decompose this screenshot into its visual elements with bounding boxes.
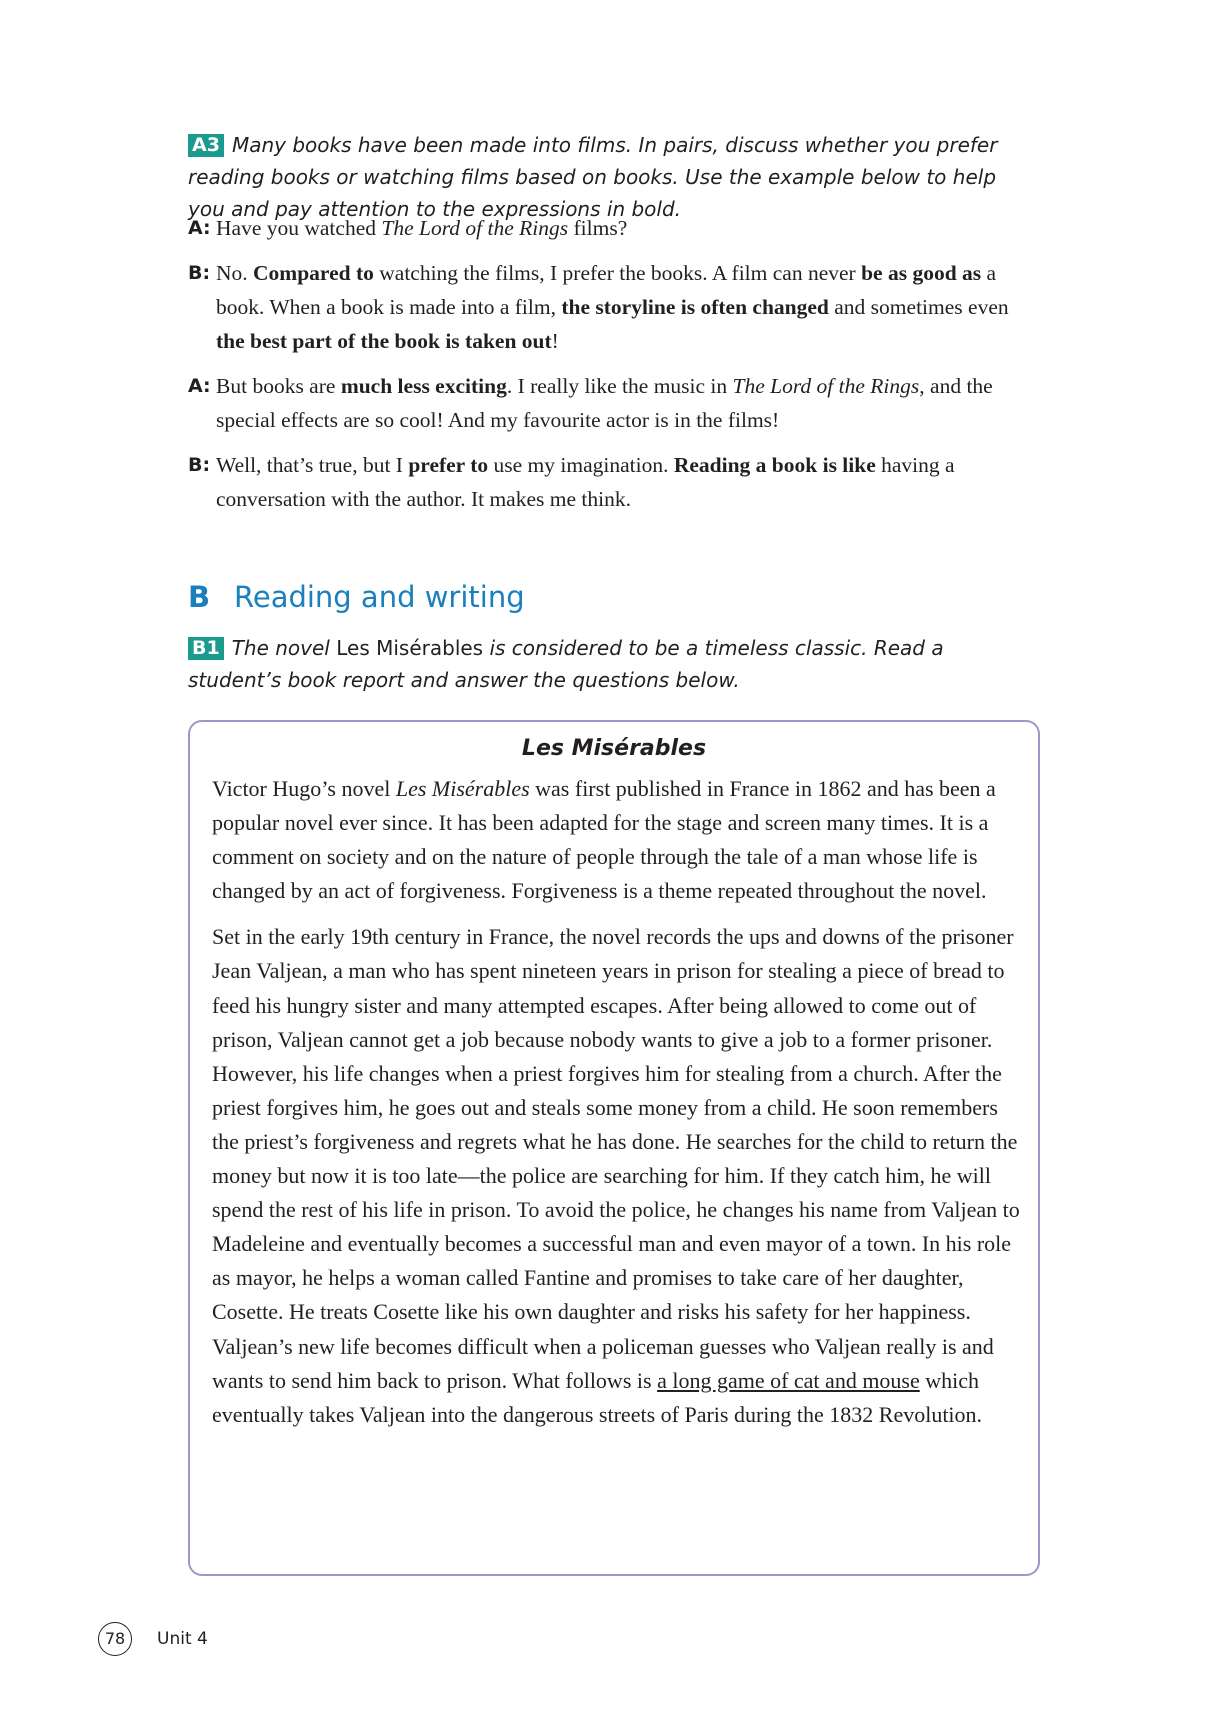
task-b1-text-before: The novel bbox=[231, 636, 337, 660]
report-paragraph-2 bbox=[212, 920, 1020, 1431]
dialogue-text bbox=[216, 216, 627, 240]
dialogue bbox=[188, 211, 1038, 527]
text-run: Victor Hugo’s novel bbox=[212, 776, 396, 801]
unit-label: Unit 4 bbox=[157, 1629, 208, 1649]
text-run: No. bbox=[216, 261, 254, 285]
task-a3-instructions: Many books have been made into films. In pairs, discuss whether you prefer reading books or watching films based on books. Use the example below to help you and pay attention to the expressions in bold. bbox=[188, 133, 998, 221]
dialogue-turn bbox=[188, 369, 1038, 437]
text-run: . I really like the music in bbox=[506, 374, 733, 398]
section-letter: B bbox=[188, 580, 211, 614]
page-number: 78 bbox=[98, 1622, 132, 1656]
dialogue-turn bbox=[188, 256, 1038, 358]
italic-title: Les Misérables bbox=[395, 776, 530, 801]
bold-phrase: much less exciting bbox=[340, 374, 507, 398]
dialogue-turn bbox=[188, 211, 1038, 245]
bold-phrase: the best part of the book is taken out bbox=[216, 329, 552, 353]
speaker-label: A: bbox=[188, 375, 211, 397]
speaker-label: A: bbox=[188, 217, 211, 239]
section-heading bbox=[188, 580, 525, 614]
book-report-title: Les Misérables bbox=[521, 736, 707, 761]
dialogue-text bbox=[216, 261, 1009, 353]
text-run: watching the films, I prefer the books. A film can never bbox=[373, 261, 862, 285]
text-run: films? bbox=[568, 216, 628, 240]
task-label-b1: B1 bbox=[188, 637, 224, 660]
speaker-label: B: bbox=[188, 262, 211, 284]
bold-phrase: prefer to bbox=[408, 453, 489, 477]
text-run: Set in the early 19th century in France, the novel records the ups and downs of the prisoner Jean Valjean, a man who has spent nineteen years in prison for stealing a piece of bread to feed his hungry sister and many attempted escapes. After being allowed to come out of prison, Valjean cannot get a job because nobody wants to give a job to a former prisoner. However, his life changes when a priest forgives him for stealing from a church. After the priest forgives him, he goes out and steals some money from a child. He soon remembers the priest’s forgiveness and regrets what he has done. He searches for the child to return the money but now it is too late—the police are searching for him. If they catch him, he will spend the rest of his life in prison. To avoid the police, he changes his name from Valjean to Madeleine and eventually becomes a successful man and even mayor of a town. In his role as mayor, he helps a woman called Fantine and promises to take care of her daughter, Cosette. He treats Cosette like his own daughter and risks his safety for her happiness. Valjean’s new life becomes difficult when a policeman guesses who Valjean really is and wants to send him back to prison. What follows is bbox=[212, 924, 1020, 1393]
italic-title: The Lord of the Rings bbox=[381, 216, 569, 240]
bold-phrase: Reading a book is like bbox=[673, 453, 876, 477]
bold-phrase: Compared to bbox=[253, 261, 374, 285]
dialogue-text bbox=[216, 453, 955, 511]
text-run: which eventually takes Valjean into the dangerous streets of Paris during the 1832 Revolution. bbox=[212, 1367, 983, 1427]
text-run: Well, that’s true, but I bbox=[216, 453, 409, 477]
speaker-label: B: bbox=[188, 454, 211, 476]
text-run: and sometimes even bbox=[828, 295, 1009, 319]
report-paragraph-1 bbox=[212, 772, 1020, 908]
text-run: ! bbox=[551, 329, 559, 353]
text-run: was first published in France in 1862 and has been a popular novel ever since. It has been adapted for the stage and screen many times. It is a comment on society and on the nature of people through the tale of a man whose life is changed by an act of forgiveness. Forgiveness is a theme repeated throughout the novel. bbox=[212, 776, 996, 904]
text-run: a book. When a book is made into a film, bbox=[216, 261, 997, 319]
bold-phrase: be as good as bbox=[861, 261, 982, 285]
task-b1-text-after: is considered to be a timeless classic. Read a student’s book report and answer the questions below. bbox=[188, 636, 944, 692]
section-title: Reading and writing bbox=[234, 580, 525, 614]
bold-phrase: the storyline is often changed bbox=[561, 295, 829, 319]
book-report-box bbox=[188, 720, 1040, 1576]
task-label-a3: A3 bbox=[188, 134, 224, 157]
underlined-phrase: a long game of cat and mouse bbox=[657, 1367, 920, 1393]
dialogue-text bbox=[216, 374, 993, 432]
text-run: , and the special effects are so cool! And my favourite actor is in the films! bbox=[216, 374, 993, 432]
text-run: But books are bbox=[216, 374, 341, 398]
dialogue-turn bbox=[188, 448, 1038, 516]
text-run: Have you watched bbox=[216, 216, 382, 240]
text-run: having a conversation with the author. It makes me think. bbox=[216, 453, 955, 511]
book-report-body bbox=[212, 772, 1020, 1444]
task-b1 bbox=[188, 632, 1018, 696]
text-run: use my imagination. bbox=[488, 453, 674, 477]
italic-title: The Lord of the Rings bbox=[732, 374, 920, 398]
task-b1-novel-title: Les Misérables bbox=[336, 636, 484, 660]
